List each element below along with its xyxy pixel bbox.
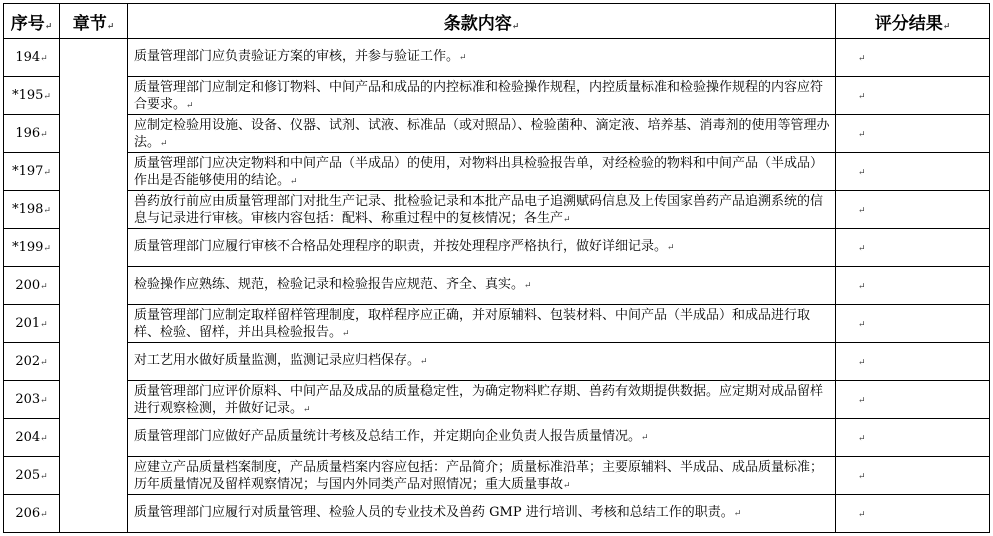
table-row — [4, 305, 990, 343]
row-content: 对工艺用水做好质量监测，监测记录应归档保存。↵ — [128, 343, 836, 381]
row-content: 检验操作应熟练、规范，检验记录和检验报告应规范、齐全、真实。↵ — [128, 267, 836, 305]
score-cell[interactable]: ↵ — [836, 153, 990, 191]
row-content: 质量管理部门应决定物料和中间产品（半成品）的使用，对物料出具检验报告单，对经检验的物料和中间产品（半成品）作出是否能够使用的结论。↵ — [128, 153, 836, 191]
table-row — [4, 495, 990, 533]
chapter-cell — [60, 39, 128, 533]
table-row — [4, 343, 990, 381]
row-content: 质量管理部门应制定和修订物料、中间产品和成品的内控标准和检验操作规程，内控质量标准和检验操作规程的内容应符合要求。↵ — [128, 77, 836, 115]
row-number: 204↵ — [4, 419, 60, 457]
row-number: 206↵ — [4, 495, 60, 533]
score-cell[interactable]: ↵ — [836, 39, 990, 77]
row-number: *195↵ — [4, 77, 60, 115]
table-row — [4, 153, 990, 191]
score-cell[interactable]: ↵ — [836, 381, 990, 419]
table-row — [4, 77, 990, 115]
table-row — [4, 191, 990, 229]
table-row — [4, 419, 990, 457]
score-cell[interactable]: ↵ — [836, 495, 990, 533]
table-row — [4, 115, 990, 153]
row-content: 质量管理部门应履行对质量管理、检验人员的专业技术及兽药 GMP 进行培训、考核和总结工作的职责。↵ — [128, 495, 836, 533]
header-row — [4, 4, 990, 39]
row-number: *199↵ — [4, 229, 60, 267]
score-cell[interactable]: ↵ — [836, 267, 990, 305]
score-cell[interactable]: ↵ — [836, 419, 990, 457]
score-cell[interactable]: ↵ — [836, 229, 990, 267]
header-chapter: 章节↵ — [60, 4, 128, 39]
row-number: 202↵ — [4, 343, 60, 381]
row-content: 应制定检验用设施、设备、仪器、试剂、试液、标准品（或对照品）、检验菌种、滴定液、培养基、消毒剂的使用等管理办法。↵ — [128, 115, 836, 153]
row-content: 质量管理部门应制定取样留样管理制度，取样程序应正确，并对原辅料、包装材料、中间产品（半成品）和成品进行取样、检验、留样，并出具检验报告。↵ — [128, 305, 836, 343]
score-cell[interactable]: ↵ — [836, 77, 990, 115]
table-row — [4, 229, 990, 267]
row-content: 质量管理部门应评价原料、中间产品及成品的质量稳定性，为确定物料贮存期、兽药有效期提供数据。应定期对成品留样进行观察检测，并做好记录。↵ — [128, 381, 836, 419]
row-content: 质量管理部门应做好产品质量统计考核及总结工作，并定期向企业负责人报告质量情况。↵ — [128, 419, 836, 457]
row-number: *198↵ — [4, 191, 60, 229]
row-number: 203↵ — [4, 381, 60, 419]
header-result: 评分结果↵ — [836, 4, 990, 39]
score-cell[interactable]: ↵ — [836, 305, 990, 343]
score-cell[interactable]: ↵ — [836, 457, 990, 495]
score-cell[interactable]: ↵ — [836, 191, 990, 229]
score-cell[interactable]: ↵ — [836, 343, 990, 381]
header-no: 序号↵ — [4, 4, 60, 39]
row-number: 200↵ — [4, 267, 60, 305]
table-row — [4, 381, 990, 419]
row-content: 质量管理部门应履行审核不合格品处理程序的职责，并按处理程序严格执行，做好详细记录。↵ — [128, 229, 836, 267]
row-content: 应建立产品质量档案制度，产品质量档案内容应包括：产品简介；质量标准沿革；主要原辅料、半成品、成品质量标准；历年质量情况及留样观察情况；与国内外同类产品对照情况；重大质量事故↵ — [128, 457, 836, 495]
clause-table — [3, 3, 990, 533]
row-number: *197↵ — [4, 153, 60, 191]
row-content: 兽药放行前应由质量管理部门对批生产记录、批检验记录和本批产品电子追溯赋码信息及上传国家兽药产品追溯系统的信息与记录进行审核。审核内容包括：配料、称重过程中的复核情况；各生产↵ — [128, 191, 836, 229]
row-number: 205↵ — [4, 457, 60, 495]
table-row — [4, 457, 990, 495]
table-row — [4, 39, 990, 77]
score-cell[interactable]: ↵ — [836, 115, 990, 153]
header-content: 条款内容↵ — [128, 4, 836, 39]
row-number: 201↵ — [4, 305, 60, 343]
row-content: 质量管理部门应负责验证方案的审核，并参与验证工作。↵ — [128, 39, 836, 77]
table-row — [4, 267, 990, 305]
row-number: 194↵ — [4, 39, 60, 77]
row-number: 196↵ — [4, 115, 60, 153]
